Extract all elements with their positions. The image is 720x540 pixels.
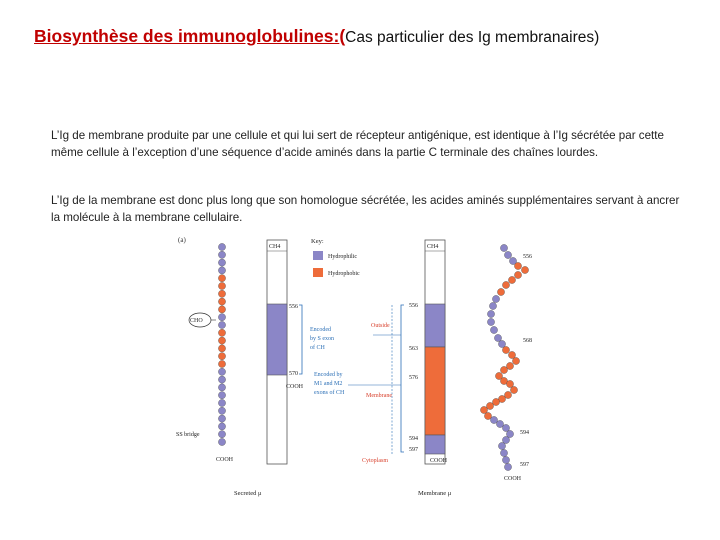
key-hydrophobic-swatch (313, 268, 323, 277)
membrane-residue (487, 318, 494, 325)
membrane-encoded-line-2: M1 and M2 (314, 381, 343, 387)
secreted-pos-556: 556 (289, 304, 298, 310)
membrane-residue (489, 302, 496, 309)
secreted-residue (218, 259, 225, 266)
secreted-residue (218, 275, 225, 282)
paragraph-2: L’Ig de la membrane est donc plus long que son homologue sécrétée, les acides aminés supplémentaires servant à ancrer la molécule à la membrane cellulaire. (51, 194, 680, 224)
title-main: Biosynthèse des immunoglobulines: (34, 26, 340, 46)
membrane-tick-594: 594 (409, 436, 418, 442)
secreted-residue (218, 345, 225, 352)
secreted-residue (218, 407, 225, 414)
secreted-residue (218, 298, 225, 305)
membrane-residue (504, 463, 511, 470)
membrane-pos-568: 568 (523, 338, 532, 344)
secreted-residue (218, 290, 225, 297)
secreted-residue (218, 243, 225, 250)
secreted-cho-label: CHO (190, 318, 203, 324)
membrane-chain-cooh: COOH (504, 476, 522, 482)
title-subtitle: Cas particulier des Ig membranaires) (345, 29, 600, 46)
paragraph-1: L’Ig de membrane produite par une cellule et qui lui sert de récepteur antigénique, est identique à l’Ig sécrétée par cette même cellule à l’exception d’une séquence d’acide aminés dans la partie C terminale des chaînes lourdes. (51, 129, 664, 159)
secreted-residue (218, 368, 225, 375)
secreted-domain-label: CH4 (269, 244, 281, 250)
panel-label: (a) (178, 236, 186, 244)
membrane-residue (502, 281, 509, 288)
membrane-residue (500, 244, 507, 251)
membrane-residue (510, 386, 517, 393)
membrane-tick-597: 597 (409, 447, 418, 453)
membrane-bar-membrane (425, 347, 445, 435)
membrane-residue (502, 456, 509, 463)
secreted-residue (218, 438, 225, 445)
secreted-residue (218, 353, 225, 360)
secreted-residue (218, 384, 225, 391)
membrane-bar-cytoplasm (425, 435, 445, 454)
membrane-caption: Membrane μ (418, 490, 452, 497)
region-membrane: Membrane (366, 393, 392, 399)
key-hydrophilic-swatch (313, 251, 323, 260)
membrane-residue (521, 266, 528, 273)
region-outside: Outside (371, 323, 390, 329)
secreted-residue (218, 415, 225, 422)
membrane-residue (502, 346, 509, 353)
title-paren: ( (339, 26, 346, 46)
membrane-tick-556: 556 (409, 303, 418, 309)
membrane-tick-576: 576 (409, 375, 418, 381)
secreted-residue (218, 329, 225, 336)
secreted-residue (218, 321, 225, 328)
secreted-residue (218, 251, 225, 258)
key-title: Key: (311, 238, 324, 245)
secreted-pos-570: 570 (289, 371, 298, 377)
membrane-pos-597: 597 (520, 462, 529, 468)
membrane-encoded-line-1: Encoded by (314, 372, 343, 378)
secreted-encoded-line-3: of CH (310, 345, 325, 351)
secreted-residue (218, 360, 225, 367)
secreted-encoded-line-1: Encoded (310, 327, 331, 333)
membrane-encoded-line-3: exons of CH (314, 390, 345, 396)
secreted-bar-hydrophilic (267, 304, 287, 375)
secreted-residue (218, 306, 225, 313)
membrane-residue (500, 449, 507, 456)
secreted-residue (218, 431, 225, 438)
region-cytoplasm: Cytoplasm (362, 458, 389, 464)
secreted-residue (218, 376, 225, 383)
membrane-residue (500, 366, 507, 373)
membrane-tick-563: 563 (409, 346, 418, 352)
secreted-residue (218, 392, 225, 399)
secreted-bar-cooh: COOH (286, 384, 304, 390)
immunoglobulin-figure (168, 230, 558, 505)
secreted-encoded-line-2: by S exon (310, 336, 334, 342)
key-hydrophobic-label: Hydrophobic (328, 271, 360, 277)
membrane-residue (514, 271, 521, 278)
secreted-residue (218, 267, 225, 274)
membrane-residue (490, 326, 497, 333)
key-hydrophilic-label: Hydrophilic (328, 254, 357, 260)
membrane-domain-label: CH4 (427, 244, 439, 250)
membrane-bar-cooh: COOH (430, 458, 448, 464)
secreted-residue (218, 423, 225, 430)
membrane-pos-556: 556 (523, 254, 532, 260)
membrane-residue (514, 262, 521, 269)
membrane-residue (497, 288, 504, 295)
secreted-ss-bridge: SS bridge (176, 432, 200, 438)
membrane-residue (512, 357, 519, 364)
membrane-residue (504, 251, 511, 258)
membrane-residue (508, 276, 515, 283)
secreted-residue (218, 282, 225, 289)
membrane-residue (498, 442, 505, 449)
membrane-pos-594: 594 (520, 430, 529, 436)
membrane-bar-outside (425, 304, 445, 347)
secreted-residue (218, 314, 225, 321)
slide-title (34, 26, 599, 47)
membrane-residue (492, 295, 499, 302)
membrane-residue (487, 310, 494, 317)
secreted-caption: Secreted μ (234, 490, 262, 497)
secreted-residue (218, 399, 225, 406)
secreted-residue (218, 337, 225, 344)
secreted-chain-cooh: COOH (216, 457, 234, 463)
